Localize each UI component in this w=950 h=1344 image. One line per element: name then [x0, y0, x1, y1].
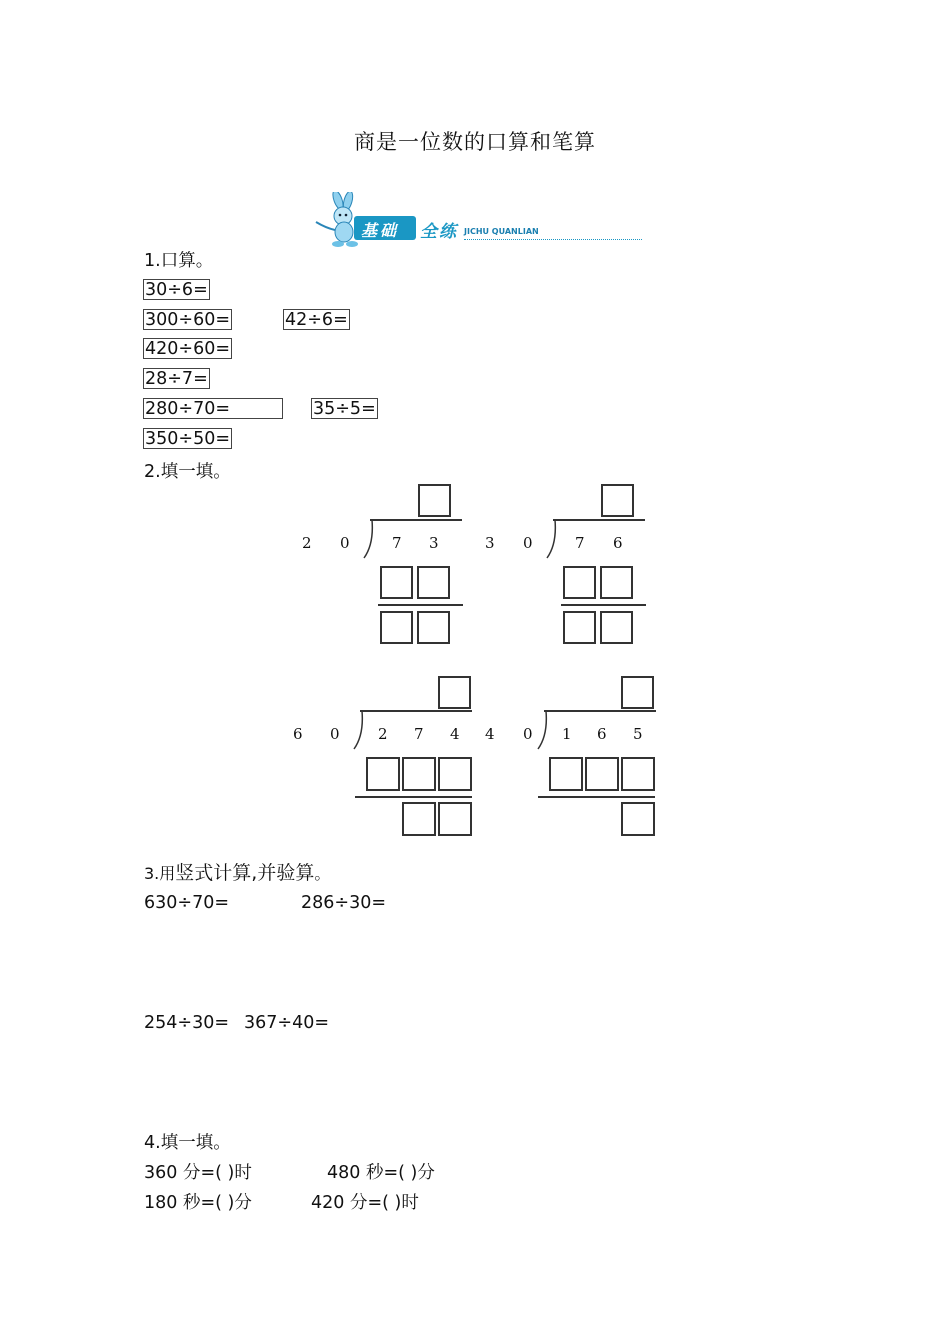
answer-box-quotient[interactable]	[601, 484, 634, 517]
q4-item-3: 180 秒=( )分	[144, 1193, 252, 1213]
page-title: 商是一位数的口算和笔算	[354, 130, 596, 154]
answer-box-product[interactable]	[549, 757, 583, 791]
divisor-digit: 6	[293, 725, 303, 743]
q1-item-1: 30÷6=	[145, 280, 208, 300]
answer-box-product[interactable]	[380, 566, 413, 599]
q3-item-4: 367÷40=	[244, 1013, 329, 1033]
dividend-digit: 3	[429, 534, 439, 552]
dividend-digit: 1	[562, 725, 572, 743]
divisor-digit: 4	[485, 725, 495, 743]
q3-heading-prefix: 3.用	[144, 864, 176, 883]
q3-item-3: 254÷30=	[144, 1013, 229, 1033]
answer-box-product[interactable]	[621, 757, 655, 791]
q3-heading-end: 。	[314, 864, 331, 883]
divisor-digit: 0	[340, 534, 350, 552]
q3-item-2: 286÷30=	[301, 893, 386, 913]
answer-box-remainder[interactable]	[438, 802, 472, 836]
dividend-digit: 7	[414, 725, 424, 743]
answer-box-remainder[interactable]	[380, 611, 413, 644]
division-top-line	[370, 519, 462, 521]
answer-box-quotient[interactable]	[418, 484, 451, 517]
answer-box-remainder[interactable]	[600, 611, 633, 644]
q4-heading: 4.填一填。	[144, 1133, 231, 1153]
q1-item-2: 300÷60=	[145, 310, 230, 330]
division-top-line	[544, 710, 656, 712]
answer-box-product[interactable]	[600, 566, 633, 599]
answer-box-remainder[interactable]	[621, 802, 655, 836]
divisor-digit: 0	[330, 725, 340, 743]
divisor-digit: 0	[523, 725, 533, 743]
q4-item-4: 420 分=( )时	[311, 1193, 419, 1213]
dividend-digit: 7	[392, 534, 402, 552]
subtraction-line	[561, 604, 646, 606]
banner-dark-label: 基础	[361, 221, 400, 240]
answer-box-product[interactable]	[417, 566, 450, 599]
dividend-digit: 6	[613, 534, 623, 552]
answer-box-product[interactable]	[585, 757, 619, 791]
q3-heading	[144, 862, 330, 885]
q3-heading-main: 竖式计算,并验算	[175, 862, 315, 884]
answer-box-remainder[interactable]	[402, 802, 436, 836]
q1-heading: 1.口算。	[144, 251, 214, 271]
division-bracket	[536, 709, 548, 751]
dividend-digit: 5	[633, 725, 643, 743]
q4-item-2: 480 秒=( )分	[327, 1163, 435, 1183]
dividend-digit: 6	[597, 725, 607, 743]
divisor-digit: 0	[523, 534, 533, 552]
banner-pinyin: JICHU QUANLIAN	[464, 227, 539, 236]
q1-item-4: 420÷60=	[145, 339, 230, 359]
dividend-digit: 2	[378, 725, 388, 743]
q1-item-3: 42÷6=	[285, 310, 348, 330]
answer-box-product[interactable]	[563, 566, 596, 599]
q1-item-6: 280÷70=	[143, 398, 283, 419]
dividend-digit: 4	[450, 725, 460, 743]
division-top-line	[360, 710, 472, 712]
division-bracket	[352, 709, 364, 751]
divisor-digit: 2	[302, 534, 312, 552]
q3-item-1: 630÷70=	[144, 893, 229, 913]
section-banner	[308, 192, 643, 248]
banner-dotted-rule	[464, 239, 642, 240]
q2-heading: 2.填一填。	[144, 462, 231, 482]
q1-item-5: 28÷7=	[145, 369, 208, 389]
q4-item-1: 360 分=( )时	[144, 1163, 252, 1183]
subtraction-line	[538, 796, 655, 798]
banner-light-label: 全练	[420, 222, 458, 242]
q1-item-7: 35÷5=	[313, 399, 376, 419]
division-top-line	[553, 519, 645, 521]
dividend-digit: 7	[575, 534, 585, 552]
q1-item-8: 350÷50=	[145, 429, 230, 449]
answer-box-quotient[interactable]	[438, 676, 471, 709]
answer-box-product[interactable]	[402, 757, 436, 791]
answer-box-product[interactable]	[366, 757, 400, 791]
subtraction-line	[355, 796, 472, 798]
subtraction-line	[378, 604, 463, 606]
division-bracket	[545, 518, 557, 560]
answer-box-quotient[interactable]	[621, 676, 654, 709]
answer-box-remainder[interactable]	[563, 611, 596, 644]
division-bracket	[362, 518, 374, 560]
answer-box-remainder[interactable]	[417, 611, 450, 644]
divisor-digit: 3	[485, 534, 495, 552]
answer-box-product[interactable]	[438, 757, 472, 791]
